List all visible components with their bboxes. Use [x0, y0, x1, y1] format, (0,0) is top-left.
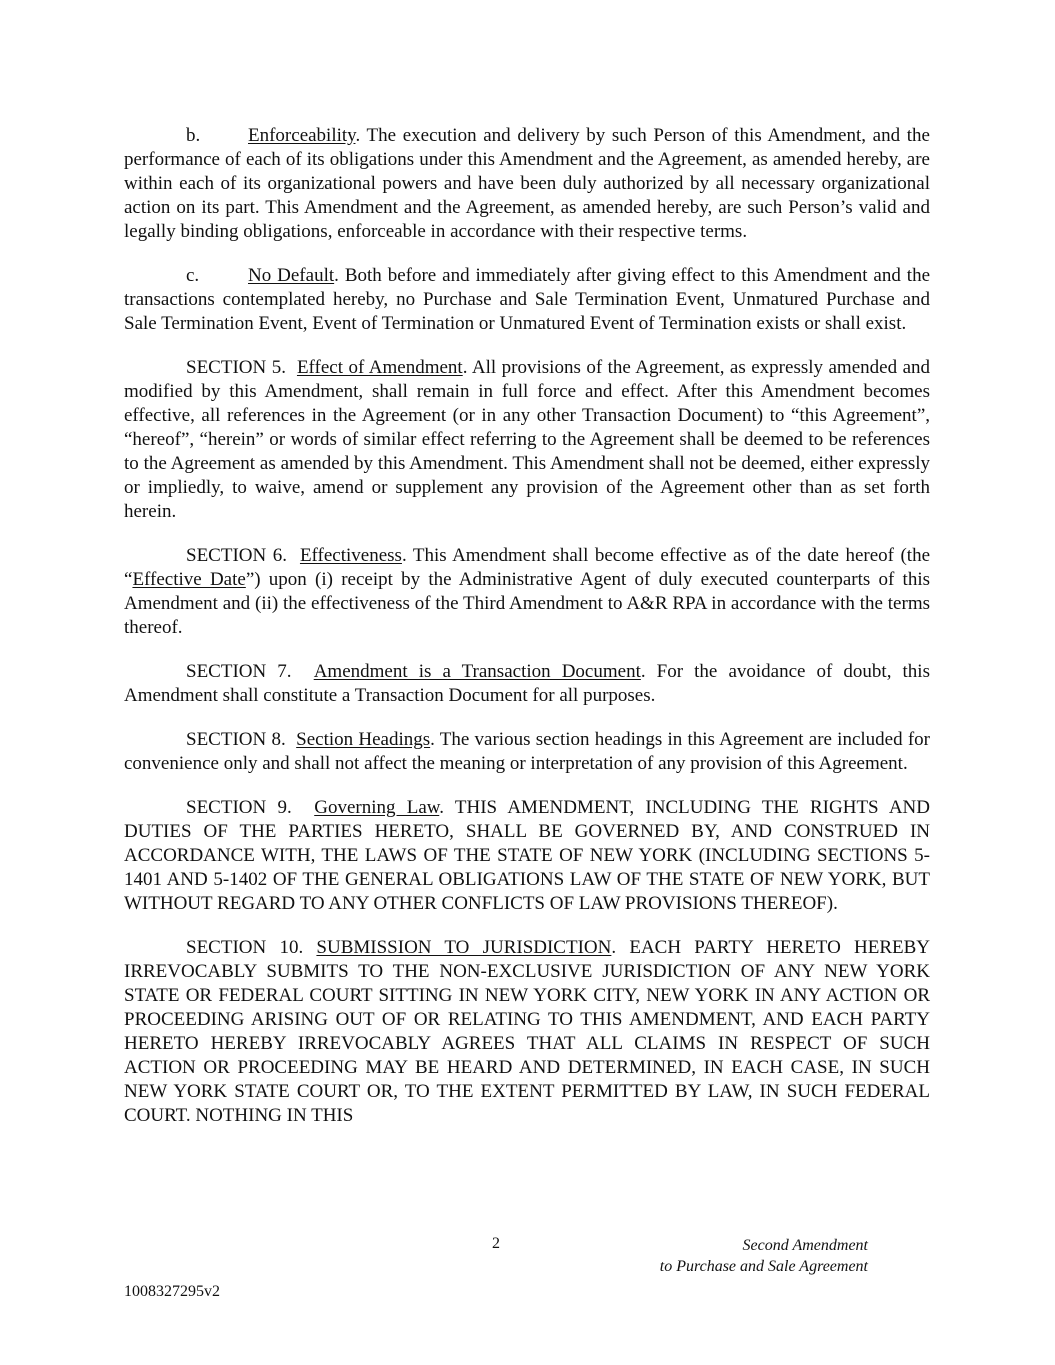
section-heading: Effect of Amendment [296, 357, 463, 378]
section-heading: Section Headings [296, 729, 431, 750]
section-heading: Governing Law [314, 797, 440, 818]
paragraph-text: . Both before and immediately after giving effect to this Amendment and the transactions contemplated hereby, no Purchase and Sale Termination Event, Unmatured Purchase and Sale Termination Event, Event of Termination or Unmatured Event of Termination exists or shall exist. [124, 265, 931, 334]
section-number: SECTION 6. [186, 545, 287, 566]
paragraph-no-default [124, 264, 930, 336]
section-heading: Amendment is a Transaction Document [313, 661, 641, 682]
section-text: . For the avoidance of doubt, this Amendment shall constitute a Transaction Document for all purposes. [124, 661, 930, 706]
section-text: . The various section headings in this Agreement are included for convenience only and shall not affect the meaning or interpretation of any provision of this Agreement. [124, 729, 930, 774]
section-number: SECTION 10. [186, 937, 304, 958]
section-text: . This Amendment shall become effective as of the date hereof (the “ [124, 545, 931, 590]
section-6 [124, 544, 930, 640]
section-7 [124, 660, 930, 708]
paragraph-label: b. [186, 125, 201, 146]
section-number: SECTION 9. [186, 797, 292, 818]
section-number: SECTION 5. [186, 357, 286, 378]
document-id: 1008327295v2 [124, 1283, 220, 1300]
footer-title-line-1: Second Amendment [742, 1237, 868, 1254]
section-text: ”) upon (i) receipt by the Administrative Agent of duly executed counterparts of this Amendment and (ii) the effectiveness of the Third Amendment to A&R RPA in accordance with the terms thereof. [124, 569, 930, 638]
section-text: . EACH PARTY HERETO HEREBY IRREVOCABLY SUBMITS TO THE NON-EXCLUSIVE JURISDICTION OF ANY NEW YORK STATE OR FEDERAL COURT SITTING IN NEW YORK CITY, NEW YORK IN ANY ACTION OR PROCEEDING ARISING OUT OF OR RELATING TO THIS AMENDMENT, AND EACH PARTY HERETO HEREBY IRREVOCABLY AGREES THAT ALL CLAIMS IN RESPECT OF SUCH ACTION OR PROCEEDING MAY BE HEARD AND DETERMINED, IN EACH CASE, IN SUCH NEW YORK STATE COURT OR, TO THE EXTENT PERMITTED BY LAW, IN SUCH FEDERAL COURT. NOTHING IN THIS [124, 937, 931, 1126]
paragraph-heading: Enforceability [248, 125, 356, 146]
defined-term: Effective Date [132, 569, 246, 590]
section-10 [124, 936, 930, 1128]
section-heading: SUBMISSION TO JURISDICTION [316, 937, 612, 958]
section-text: . THIS AMENDMENT, INCLUDING THE RIGHTS AND DUTIES OF THE PARTIES HERETO, SHALL BE GOVERNED BY, AND CONSTRUED IN ACCORDANCE WITH, THE LAWS OF THE STATE OF NEW YORK (INCLUDING SECTIONS 5-1401 AND 5-1402 OF THE GENERAL OBLIGATIONS LAW OF THE STATE OF NEW YORK, BUT WITHOUT REGARD TO ANY OTHER CONFLICTS OF LAW PROVISIONS THEREOF). [124, 797, 930, 914]
document-body [124, 124, 930, 1148]
paragraph-label: c. [186, 265, 200, 286]
page-number: 2 [492, 1235, 500, 1252]
paragraph-enforceability [124, 124, 930, 244]
footer-document-title [660, 1235, 868, 1277]
section-8 [124, 728, 930, 776]
paragraph-heading: No Default [248, 265, 335, 286]
section-number: SECTION 8. [186, 729, 286, 750]
footer-title-line-2: to Purchase and Sale Agreement [659, 1258, 868, 1275]
section-text: . All provisions of the Agreement, as expressly amended and modified by this Amendment, shall remain in full force and effect. After this Amendment becomes effective, all references in the Agreement (or in any other Transaction Document) to “this Agreement”, “hereof”, “herein” or words of similar effect referring to the Agreement shall be deemed to be references to the Agreement as amended by this Amendment. This Amendment shall not be deemed, either expressly or impliedly, to waive, amend or supplement any provision of the Agreement other than as set forth herein. [124, 357, 931, 522]
section-number: SECTION 7. [186, 661, 292, 682]
paragraph-text: . The execution and delivery by such Person of this Amendment, and the performance of each of its obligations under this Amendment and the Agreement, as amended hereby, are within each of its organizational powers and have been duly authorized by all necessary organizational action on its part. This Amendment and the Agreement, as amended hereby, are such Person’s valid and legally binding obligations, enforceable in accordance with their respective terms. [124, 125, 930, 242]
section-heading: Effectiveness [299, 545, 402, 566]
section-9 [124, 796, 930, 916]
section-5 [124, 356, 930, 524]
